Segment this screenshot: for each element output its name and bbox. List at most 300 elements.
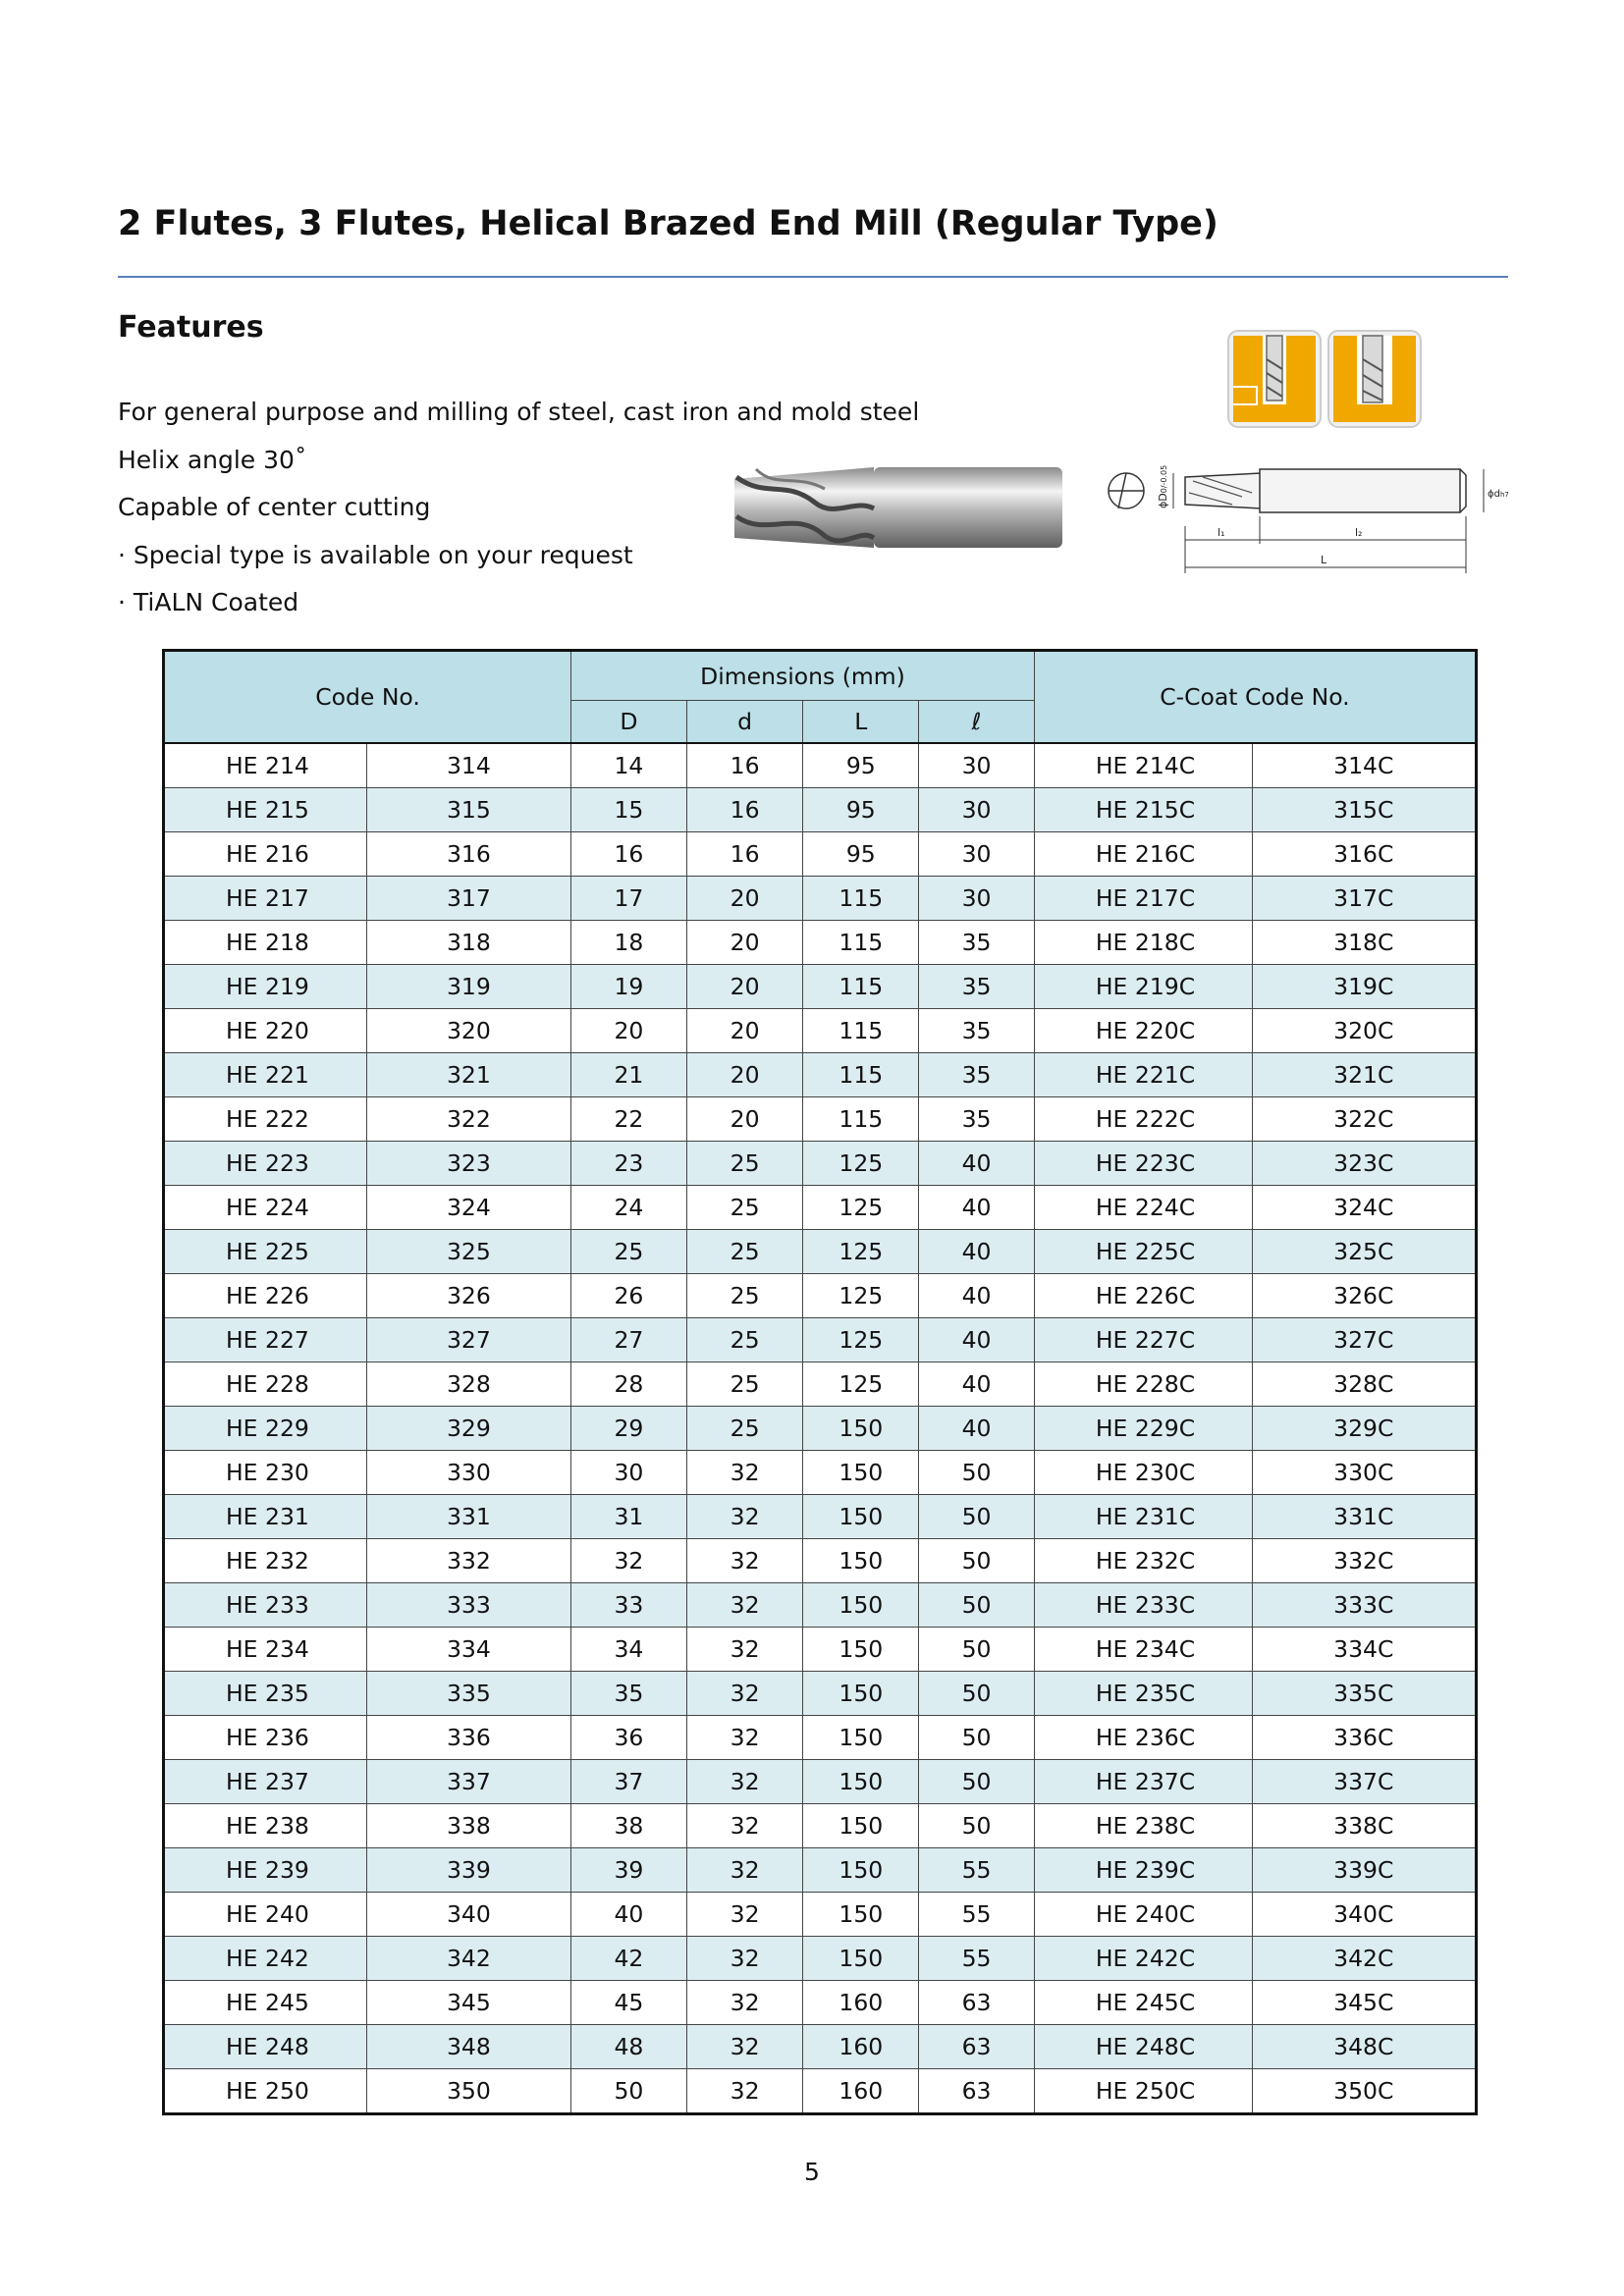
cell-c-coat-code-short: 334C — [1252, 1628, 1476, 1672]
title-divider — [118, 276, 1508, 278]
cell-dim-d: 25 — [686, 1230, 803, 1274]
cell-dim-L: 160 — [803, 2069, 919, 2114]
cell-dim-d: 16 — [686, 832, 803, 877]
cell-code-no: HE 219 — [164, 965, 367, 1009]
table-row — [164, 1804, 1477, 1848]
cell-dim-L: 115 — [803, 1053, 919, 1097]
cell-dim-d: 25 — [686, 1362, 803, 1407]
cell-c-coat-code: HE 234C — [1034, 1628, 1252, 1672]
cell-c-coat-code: HE 225C — [1034, 1230, 1252, 1274]
cell-dim-D: 38 — [571, 1804, 687, 1848]
cell-c-coat-code: HE 220C — [1034, 1009, 1252, 1053]
cell-dim-l: 40 — [919, 1318, 1035, 1362]
cell-c-coat-code-short: 329C — [1252, 1407, 1476, 1451]
cell-code-no-short: 348 — [366, 2025, 570, 2069]
table-row — [164, 1628, 1477, 1672]
cell-dim-d: 32 — [686, 1760, 803, 1804]
dimension-drawing — [1095, 448, 1509, 585]
cell-dim-d: 32 — [686, 1539, 803, 1583]
cell-dim-l: 50 — [919, 1716, 1035, 1760]
table-row — [164, 1097, 1477, 1142]
cell-dim-l: 50 — [919, 1539, 1035, 1583]
cell-c-coat-code: HE 250C — [1034, 2069, 1252, 2114]
cell-code-no-short: 321 — [366, 1053, 570, 1097]
cell-c-coat-code: HE 231C — [1034, 1495, 1252, 1539]
cell-dim-D: 20 — [571, 1009, 687, 1053]
cell-code-no: HE 221 — [164, 1053, 367, 1097]
cell-code-no: HE 217 — [164, 877, 367, 921]
header-code-no: Code No. — [164, 651, 571, 744]
cell-dim-D: 39 — [571, 1848, 687, 1893]
cell-c-coat-code: HE 224C — [1034, 1186, 1252, 1230]
page-title: 2 Flutes, 3 Flutes, Helical Brazed End Mill (Regular Type) — [118, 204, 1218, 243]
cell-dim-D: 14 — [571, 743, 687, 788]
cell-dim-D: 30 — [571, 1451, 687, 1495]
diagram-l2-label: l₂ — [1355, 526, 1363, 539]
cell-c-coat-code-short: 319C — [1252, 965, 1476, 1009]
cell-dim-D: 16 — [571, 832, 687, 877]
cell-dim-L: 150 — [803, 1893, 919, 1937]
cell-code-no: HE 220 — [164, 1009, 367, 1053]
cell-dim-l: 50 — [919, 1628, 1035, 1672]
cell-c-coat-code-short: 318C — [1252, 921, 1476, 965]
cell-c-coat-code: HE 219C — [1034, 965, 1252, 1009]
feature-item: For general purpose and milling of steel, cast iron and mold steel — [118, 398, 920, 426]
cell-dim-L: 95 — [803, 788, 919, 832]
cell-c-coat-code: HE 216C — [1034, 832, 1252, 877]
cell-c-coat-code-short: 337C — [1252, 1760, 1476, 1804]
cell-code-no-short: 334 — [366, 1628, 570, 1672]
cell-code-no: HE 239 — [164, 1848, 367, 1893]
cell-dim-d: 20 — [686, 1097, 803, 1142]
cell-c-coat-code: HE 214C — [1034, 743, 1252, 788]
table-row — [164, 1672, 1477, 1716]
cell-dim-d: 25 — [686, 1186, 803, 1230]
cell-c-coat-code: HE 218C — [1034, 921, 1252, 965]
table-row — [164, 2025, 1477, 2069]
cell-code-no: HE 234 — [164, 1628, 367, 1672]
header-L: L — [803, 701, 919, 744]
cell-c-coat-code: HE 226C — [1034, 1274, 1252, 1318]
cell-dim-l: 40 — [919, 1186, 1035, 1230]
cell-dim-d: 32 — [686, 2069, 803, 2114]
cell-dim-D: 19 — [571, 965, 687, 1009]
cell-dim-D: 36 — [571, 1716, 687, 1760]
cell-dim-l: 35 — [919, 921, 1035, 965]
table-row — [164, 1716, 1477, 1760]
table-row — [164, 1848, 1477, 1893]
cell-code-no: HE 235 — [164, 1672, 367, 1716]
cell-dim-l: 40 — [919, 1230, 1035, 1274]
cell-c-coat-code: HE 240C — [1034, 1893, 1252, 1937]
cell-dim-l: 63 — [919, 1981, 1035, 2025]
cell-dim-L: 150 — [803, 1716, 919, 1760]
header-D: D — [571, 701, 687, 744]
cell-dim-L: 160 — [803, 1981, 919, 2025]
header-d: d — [686, 701, 803, 744]
table-row — [164, 1053, 1477, 1097]
cell-dim-L: 95 — [803, 743, 919, 788]
header-l: ℓ — [919, 701, 1035, 744]
table-row — [164, 1539, 1477, 1583]
diagram-d-tolerance: h7 — [1499, 491, 1509, 499]
table-row — [164, 1583, 1477, 1628]
cell-c-coat-code: HE 221C — [1034, 1053, 1252, 1097]
cell-dim-d: 16 — [686, 743, 803, 788]
cell-code-no: HE 228 — [164, 1362, 367, 1407]
cell-dim-d: 25 — [686, 1318, 803, 1362]
cell-dim-D: 32 — [571, 1539, 687, 1583]
cell-dim-L: 125 — [803, 1362, 919, 1407]
cell-code-no: HE 245 — [164, 1981, 367, 2025]
cell-dim-L: 150 — [803, 1583, 919, 1628]
cell-dim-L: 150 — [803, 1937, 919, 1981]
cell-c-coat-code-short: 324C — [1252, 1186, 1476, 1230]
cell-code-no-short: 333 — [366, 1583, 570, 1628]
table-row — [164, 1407, 1477, 1451]
cell-code-no-short: 342 — [366, 1937, 570, 1981]
cell-dim-D: 40 — [571, 1893, 687, 1937]
cell-code-no: HE 248 — [164, 2025, 367, 2069]
cell-code-no-short: 315 — [366, 788, 570, 832]
cell-dim-L: 115 — [803, 921, 919, 965]
cell-dim-l: 40 — [919, 1274, 1035, 1318]
cell-c-coat-code: HE 230C — [1034, 1451, 1252, 1495]
cell-dim-D: 22 — [571, 1097, 687, 1142]
svg-text:ϕdh7 — [1488, 489, 1509, 500]
cell-c-coat-code: HE 248C — [1034, 2025, 1252, 2069]
cell-c-coat-code-short: 338C — [1252, 1804, 1476, 1848]
diagram-D-tolerance: 0/-0.05 — [1160, 464, 1168, 494]
cell-dim-d: 20 — [686, 877, 803, 921]
cell-dim-d: 25 — [686, 1274, 803, 1318]
cell-dim-d: 25 — [686, 1142, 803, 1186]
cell-code-no-short: 338 — [366, 1804, 570, 1848]
cell-dim-L: 150 — [803, 1760, 919, 1804]
cell-dim-l: 63 — [919, 2025, 1035, 2069]
table-row — [164, 1142, 1477, 1186]
cell-dim-D: 37 — [571, 1760, 687, 1804]
page-number: 5 — [804, 2158, 820, 2186]
cell-dim-D: 31 — [571, 1495, 687, 1539]
cell-dim-D: 45 — [571, 1981, 687, 2025]
cell-code-no: HE 233 — [164, 1583, 367, 1628]
cell-c-coat-code-short: 320C — [1252, 1009, 1476, 1053]
cell-dim-d: 32 — [686, 1937, 803, 1981]
cell-dim-L: 115 — [803, 877, 919, 921]
cell-code-no-short: 325 — [366, 1230, 570, 1274]
cell-dim-l: 55 — [919, 1848, 1035, 1893]
cell-c-coat-code-short: 331C — [1252, 1495, 1476, 1539]
cell-dim-d: 32 — [686, 1848, 803, 1893]
cell-dim-l: 50 — [919, 1583, 1035, 1628]
end-mill-photo — [727, 459, 1070, 558]
cell-c-coat-code-short: 327C — [1252, 1318, 1476, 1362]
cell-dim-L: 160 — [803, 2025, 919, 2069]
cell-c-coat-code-short: 332C — [1252, 1539, 1476, 1583]
cell-dim-d: 32 — [686, 1893, 803, 1937]
cell-code-no-short: 317 — [366, 877, 570, 921]
cell-dim-D: 18 — [571, 921, 687, 965]
table-row — [164, 877, 1477, 921]
table-row — [164, 743, 1477, 788]
cell-c-coat-code: HE 242C — [1034, 1937, 1252, 1981]
cell-c-coat-code: HE 215C — [1034, 788, 1252, 832]
header-dimensions: Dimensions (mm) — [571, 651, 1035, 701]
cell-dim-l: 40 — [919, 1407, 1035, 1451]
cell-code-no: HE 215 — [164, 788, 367, 832]
cell-dim-L: 150 — [803, 1451, 919, 1495]
cell-dim-d: 20 — [686, 1009, 803, 1053]
cell-dim-l: 55 — [919, 1937, 1035, 1981]
cell-code-no: HE 236 — [164, 1716, 367, 1760]
cell-dim-D: 24 — [571, 1186, 687, 1230]
table-body — [164, 743, 1477, 2114]
cell-dim-L: 125 — [803, 1230, 919, 1274]
cell-code-no: HE 242 — [164, 1937, 367, 1981]
cell-dim-l: 35 — [919, 965, 1035, 1009]
table-row — [164, 921, 1477, 965]
table-row — [164, 1274, 1477, 1318]
cell-c-coat-code: HE 238C — [1034, 1804, 1252, 1848]
cell-code-no: HE 222 — [164, 1097, 367, 1142]
cell-dim-d: 32 — [686, 1583, 803, 1628]
cell-c-coat-code-short: 339C — [1252, 1848, 1476, 1893]
cell-c-coat-code: HE 236C — [1034, 1716, 1252, 1760]
diagram-d-label: ϕd — [1488, 489, 1500, 500]
cell-dim-l: 30 — [919, 877, 1035, 921]
cell-dim-L: 115 — [803, 965, 919, 1009]
cell-dim-d: 32 — [686, 1451, 803, 1495]
cell-dim-L: 125 — [803, 1274, 919, 1318]
cell-code-no: HE 240 — [164, 1893, 367, 1937]
cell-code-no: HE 223 — [164, 1142, 367, 1186]
cell-dim-d: 20 — [686, 921, 803, 965]
cell-dim-L: 150 — [803, 1628, 919, 1672]
cell-c-coat-code: HE 227C — [1034, 1318, 1252, 1362]
cell-code-no: HE 216 — [164, 832, 367, 877]
cell-dim-l: 30 — [919, 743, 1035, 788]
cell-code-no-short: 328 — [366, 1362, 570, 1407]
cell-c-coat-code: HE 237C — [1034, 1760, 1252, 1804]
cell-dim-d: 20 — [686, 965, 803, 1009]
table-row — [164, 1760, 1477, 1804]
cell-dim-l: 35 — [919, 1097, 1035, 1142]
cell-c-coat-code: HE 222C — [1034, 1097, 1252, 1142]
cell-dim-l: 50 — [919, 1804, 1035, 1848]
cell-code-no: HE 237 — [164, 1760, 367, 1804]
cell-code-no-short: 336 — [366, 1716, 570, 1760]
cell-c-coat-code: HE 245C — [1034, 1981, 1252, 2025]
cell-code-no: HE 227 — [164, 1318, 367, 1362]
svg-text:ϕD0/-0.05 — [1157, 465, 1169, 508]
cell-code-no: HE 231 — [164, 1495, 367, 1539]
cell-dim-l: 35 — [919, 1053, 1035, 1097]
cell-dim-l: 35 — [919, 1009, 1035, 1053]
table-row — [164, 1495, 1477, 1539]
cell-c-coat-code-short: 321C — [1252, 1053, 1476, 1097]
table-row — [164, 1318, 1477, 1362]
cell-dim-d: 32 — [686, 2025, 803, 2069]
diagram-L-label: L — [1321, 554, 1327, 566]
cell-c-coat-code: HE 228C — [1034, 1362, 1252, 1407]
table-row — [164, 1186, 1477, 1230]
cell-c-coat-code-short: 326C — [1252, 1274, 1476, 1318]
cell-code-no-short: 340 — [366, 1893, 570, 1937]
cell-c-coat-code: HE 229C — [1034, 1407, 1252, 1451]
cell-code-no: HE 232 — [164, 1539, 367, 1583]
cell-code-no: HE 238 — [164, 1804, 367, 1848]
cell-code-no-short: 329 — [366, 1407, 570, 1451]
cell-dim-l: 63 — [919, 2069, 1035, 2114]
cell-code-no: HE 214 — [164, 743, 367, 788]
cell-c-coat-code-short: 335C — [1252, 1672, 1476, 1716]
cell-c-coat-code: HE 233C — [1034, 1583, 1252, 1628]
cell-c-coat-code: HE 235C — [1034, 1672, 1252, 1716]
cell-dim-D: 17 — [571, 877, 687, 921]
cell-c-coat-code: HE 223C — [1034, 1142, 1252, 1186]
cell-dim-d: 32 — [686, 1672, 803, 1716]
cell-c-coat-code-short: 333C — [1252, 1583, 1476, 1628]
feature-item: · TiALN Coated — [118, 588, 299, 616]
cell-dim-D: 33 — [571, 1583, 687, 1628]
cell-dim-L: 150 — [803, 1539, 919, 1583]
cell-dim-L: 150 — [803, 1672, 919, 1716]
cell-dim-D: 42 — [571, 1937, 687, 1981]
cell-code-no-short: 345 — [366, 1981, 570, 2025]
cell-dim-D: 23 — [571, 1142, 687, 1186]
cell-code-no-short: 322 — [366, 1097, 570, 1142]
cell-dim-L: 115 — [803, 1097, 919, 1142]
table-row — [164, 788, 1477, 832]
side-milling-icon — [1327, 330, 1422, 428]
product-illustrations — [717, 324, 1509, 589]
feature-item: · Special type is available on your request — [118, 540, 633, 569]
cell-c-coat-code-short: 342C — [1252, 1937, 1476, 1981]
header-c-coat-code-no: C-Coat Code No. — [1034, 651, 1476, 744]
cell-code-no-short: 339 — [366, 1848, 570, 1893]
cell-dim-l: 50 — [919, 1495, 1035, 1539]
feature-item: Helix angle 30˚ — [118, 445, 307, 474]
cell-dim-l: 40 — [919, 1362, 1035, 1407]
cell-c-coat-code-short: 316C — [1252, 832, 1476, 877]
cell-dim-D: 35 — [571, 1672, 687, 1716]
cell-code-no-short: 350 — [366, 2069, 570, 2114]
slotting-icon — [1227, 330, 1322, 428]
cell-c-coat-code-short: 314C — [1252, 743, 1476, 788]
cell-c-coat-code: HE 239C — [1034, 1848, 1252, 1893]
cell-dim-l: 50 — [919, 1760, 1035, 1804]
cell-dim-L: 125 — [803, 1142, 919, 1186]
cell-dim-D: 50 — [571, 2069, 687, 2114]
table-row — [164, 2069, 1477, 2114]
cell-dim-d: 32 — [686, 1716, 803, 1760]
cell-dim-L: 150 — [803, 1848, 919, 1893]
cell-c-coat-code-short: 315C — [1252, 788, 1476, 832]
cell-c-coat-code-short: 322C — [1252, 1097, 1476, 1142]
cell-dim-L: 115 — [803, 1009, 919, 1053]
cell-code-no-short: 331 — [366, 1495, 570, 1539]
table-row — [164, 1009, 1477, 1053]
cell-code-no: HE 230 — [164, 1451, 367, 1495]
cell-dim-l: 50 — [919, 1451, 1035, 1495]
cell-code-no-short: 320 — [366, 1009, 570, 1053]
table-row — [164, 1937, 1477, 1981]
cell-c-coat-code-short: 340C — [1252, 1893, 1476, 1937]
table-row — [164, 1981, 1477, 2025]
cell-code-no: HE 225 — [164, 1230, 367, 1274]
cell-dim-l: 50 — [919, 1672, 1035, 1716]
cell-dim-d: 32 — [686, 1628, 803, 1672]
features-heading: Features — [118, 310, 264, 345]
cell-dim-D: 28 — [571, 1362, 687, 1407]
cell-code-no-short: 323 — [366, 1142, 570, 1186]
cell-dim-D: 15 — [571, 788, 687, 832]
cell-dim-l: 40 — [919, 1142, 1035, 1186]
feature-item: Capable of center cutting — [118, 493, 431, 521]
cell-dim-l: 30 — [919, 832, 1035, 877]
cell-c-coat-code-short: 345C — [1252, 1981, 1476, 2025]
cell-code-no: HE 218 — [164, 921, 367, 965]
cell-dim-d: 20 — [686, 1053, 803, 1097]
cell-dim-D: 25 — [571, 1230, 687, 1274]
cell-code-no-short: 318 — [366, 921, 570, 965]
cell-c-coat-code: HE 232C — [1034, 1539, 1252, 1583]
cell-dim-L: 95 — [803, 832, 919, 877]
cell-c-coat-code-short: 348C — [1252, 2025, 1476, 2069]
cell-code-no-short: 319 — [366, 965, 570, 1009]
cell-code-no: HE 226 — [164, 1274, 367, 1318]
cell-dim-D: 26 — [571, 1274, 687, 1318]
table-row — [164, 832, 1477, 877]
cell-c-coat-code: HE 217C — [1034, 877, 1252, 921]
cell-c-coat-code-short: 328C — [1252, 1362, 1476, 1407]
cell-c-coat-code-short: 323C — [1252, 1142, 1476, 1186]
cell-dim-l: 30 — [919, 788, 1035, 832]
cell-c-coat-code-short: 330C — [1252, 1451, 1476, 1495]
specification-table — [162, 649, 1478, 2115]
table-row — [164, 965, 1477, 1009]
table-row — [164, 1451, 1477, 1495]
table-row — [164, 1893, 1477, 1937]
cell-dim-d: 16 — [686, 788, 803, 832]
cell-dim-D: 48 — [571, 2025, 687, 2069]
cell-code-no-short: 332 — [366, 1539, 570, 1583]
cell-code-no: HE 229 — [164, 1407, 367, 1451]
cell-dim-D: 34 — [571, 1628, 687, 1672]
cell-code-no: HE 224 — [164, 1186, 367, 1230]
cell-code-no-short: 324 — [366, 1186, 570, 1230]
cell-code-no-short: 337 — [366, 1760, 570, 1804]
cell-c-coat-code-short: 350C — [1252, 2069, 1476, 2114]
cell-dim-L: 150 — [803, 1804, 919, 1848]
cell-dim-l: 55 — [919, 1893, 1035, 1937]
cell-dim-D: 21 — [571, 1053, 687, 1097]
cell-code-no-short: 327 — [366, 1318, 570, 1362]
cell-dim-d: 32 — [686, 1981, 803, 2025]
table-row — [164, 1230, 1477, 1274]
cell-code-no-short: 335 — [366, 1672, 570, 1716]
cell-code-no: HE 250 — [164, 2069, 367, 2114]
cell-code-no-short: 326 — [366, 1274, 570, 1318]
cell-dim-d: 25 — [686, 1407, 803, 1451]
cell-code-no-short: 314 — [366, 743, 570, 788]
cell-c-coat-code-short: 336C — [1252, 1716, 1476, 1760]
diagram-D-label: ϕD — [1157, 493, 1169, 508]
diagram-l1-label: l₁ — [1218, 526, 1225, 539]
cell-dim-D: 29 — [571, 1407, 687, 1451]
table-row — [164, 1362, 1477, 1407]
